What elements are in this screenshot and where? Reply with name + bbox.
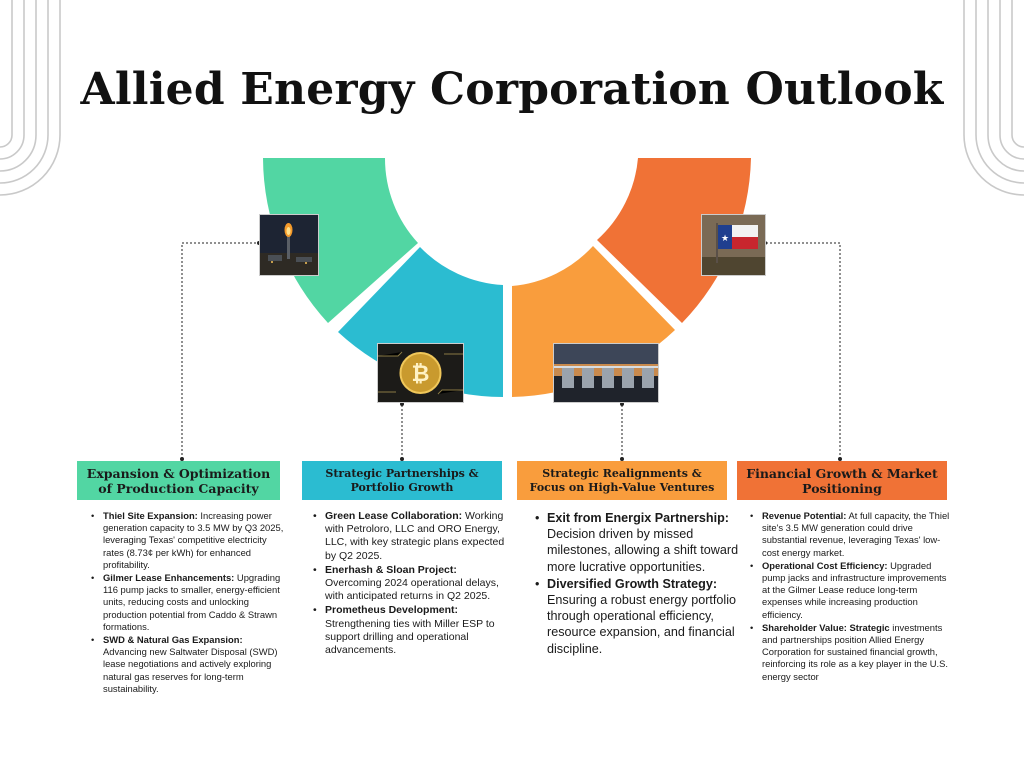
- bullet-text: Strengthening ties with Miller ESP to support drilling and operational advancements.: [325, 617, 495, 657]
- financial-bullets: [748, 510, 956, 684]
- bullet-lead: Revenue Potential:: [762, 510, 847, 521]
- bullet-text: Working with Petroloro, LLC and ORO Energy, LLC, with key strategic plans expected by Q2 2025.: [325, 510, 505, 562]
- page-title: Allied Energy Corporation Outlook: [80, 64, 944, 115]
- list-item: [547, 576, 743, 657]
- bullet-text: Upgrading 116 pump jacks to smaller, energy-efficient units, reducing costs and unlocking production potential from Caddo & Strawn formations.: [103, 572, 281, 632]
- bullet-lead: Thiel Site Expansion:: [103, 510, 198, 521]
- texas-flag-image: [701, 214, 766, 276]
- list-item: [103, 572, 285, 633]
- bullet-lead: Exit from Energix Partnership:: [547, 511, 729, 525]
- list-item: [762, 622, 956, 683]
- list-item: [103, 634, 285, 695]
- header-financial: Financial Growth & Market Positioning: [737, 461, 947, 500]
- bullet-text: Increasing power generation capacity to 3.5 MW by Q3 2025, leveraging Texas' competitive electricity rates (8.73¢ per kWh) for enhanced profitability.: [103, 510, 284, 570]
- bullet-text: Upgraded pump jacks and infrastructure improvements at the Gilmer Lease reduce long-term expenses while increasing production efficiency.: [762, 559, 947, 620]
- header-partnerships: Strategic Partnerships & Portfolio Growth: [302, 461, 502, 500]
- header-expansion: Expansion & Optimization of Production Capacity: [77, 461, 280, 500]
- bullet-text: At full capacity, the Thiel site's 3.5 MW generation could drive substantial revenue, leveraging Texas' low-cost energy market.: [762, 510, 950, 558]
- bullet-lead: SWD & Natural Gas Expansion:: [103, 634, 243, 646]
- bullet-lead: Operational Cost Efficiency:: [762, 559, 888, 571]
- bullet-text: Decision driven by missed milestones, allowing a shift toward more lucrative opportunities.: [547, 527, 739, 574]
- list-item: [762, 560, 956, 621]
- bullet-text: Advancing new Saltwater Disposal (SWD) lease negotiations and actively exploring natural gas reserves for long-term sustainability.: [103, 646, 278, 694]
- list-item: [325, 564, 509, 604]
- header-realignments: Strategic Realignments & Focus on High-Value Ventures: [517, 461, 727, 500]
- svg-text:★: ★: [720, 234, 730, 244]
- bitcoin-image: [377, 343, 464, 403]
- list-item: [103, 510, 285, 571]
- bullet-lead: Prometheus Development:: [325, 604, 459, 617]
- bullet-lead: Enerhash & Sloan Project:: [325, 563, 457, 576]
- industrial-tanks-image: [553, 343, 659, 403]
- bullet-lead: Gilmer Lease Enhancements:: [103, 572, 235, 584]
- expansion-bullets: [89, 510, 285, 696]
- list-item: [325, 510, 509, 563]
- partnerships-bullets: [311, 510, 509, 658]
- realignments-bullets: [533, 510, 743, 658]
- bullet-text: Ensuring a robust energy portfolio through operational efficiency, resource expansion, and financial discipline.: [547, 593, 737, 656]
- list-item: [762, 510, 956, 559]
- oil-flare-image: [259, 214, 319, 276]
- list-item: [547, 510, 743, 575]
- bullet-text: investments and partnerships position Allied Energy Corporation for sustained financial growth, reinforcing its role as a key player in the U.S. energy sector: [762, 621, 949, 682]
- bullet-lead: Shareholder Value: Strategic: [762, 621, 890, 633]
- bullet-lead: Diversified Growth Strategy:: [547, 576, 718, 591]
- bullet-lead: Green Lease Collaboration:: [325, 510, 463, 522]
- list-item: [325, 604, 509, 657]
- svg-text:₿: ₿: [411, 362, 430, 387]
- bullet-text: Overcoming 2024 operational delays, with anticipated returns in Q2 2025.: [325, 577, 499, 603]
